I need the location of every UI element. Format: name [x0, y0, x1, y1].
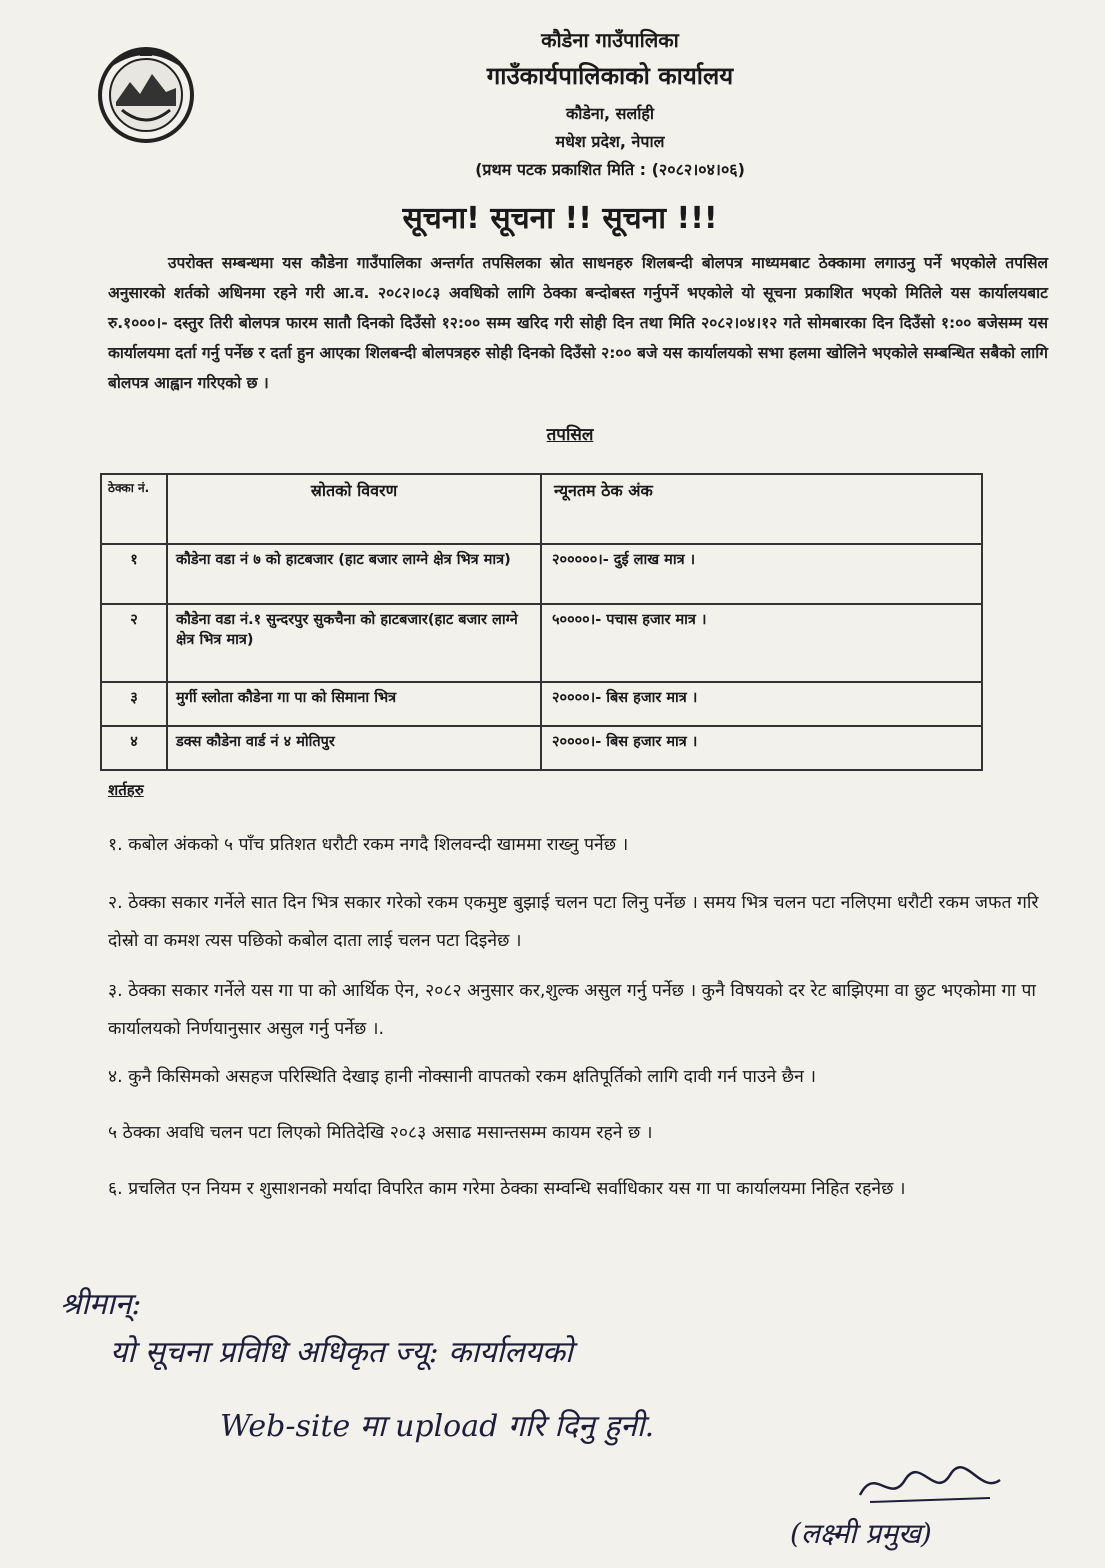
table-row — [101, 726, 982, 770]
handwritten-designation: (लक्ष्मी प्रमुख) — [790, 1517, 932, 1550]
condition-item: ३. ठेक्का सकार गर्नेले यस गा पा को आर्थिक ऐन, २०८२ अनुसार कर,शुल्क असुल गर्नु पर्नेछ । कुनै विषयको दर रेट बाझिएमा वा छुट भएकोमा गा पा कार्यालयको निर्णयानुसार असुल गर्नु पर्नेछ ।. — [108, 981, 1036, 1039]
header-min-amount: न्यूनतम ठेक अंक — [541, 474, 982, 544]
condition-item: १. कबोल अंकको ५ पाँच प्रतिशत धरौटी रकम नगदै शिलवन्दी खाममा राख्नु पर्नेछ । — [108, 835, 629, 855]
row-desc: मुर्गी स्लोता कौडेना गा पा को सिमाना भित्र — [167, 682, 541, 726]
intro-paragraph: उपरोक्त सम्बन्धमा यस कौडेना गाउँपालिका अन्तर्गत तपसिलका स्रोत साधनहरु शिलबन्दी बोलपत्र माध्यमबाट ठेक्कामा लगाउनु पर्ने भएकोले तपसिल अनुसारको शर्तको अधिनमा रहने गरी आ.व. २०८२।०८३ अवधिको लागि ठेक्का बन्दोबस्त गर्नुपर्ने भएकोले यो सूचना प्रकाशित भएको मितिले यस कार्यालयबाट रु.१०००।- दस्तुर तिरी बोलपत्र फारम सातौ दिनको दिउँसो १२:०० सम्म खरिद गरी सोही दिन तथा मिति २०८२।०४।१२ गते सोमबारका दिन दिउँसो १:०० बजेसम्म यस कार्यालयमा दर्ता गर्नु पर्नेछ र दर्ता हुन आएका शिलबन्दी बोलपत्रहरु सोही दिनको दिउँसो २:०० बजे यस कार्यालयको सभा हलमा खोलिने भएकोले सम्बन्धित सबैको लागि बोलपत्र आह्वान गरिएको छ । — [108, 254, 1048, 392]
row-desc: कौडेना वडा नं.१ सुन्दरपुर सुकचैना को हाटबजार(हाट बजार लाग्ने क्षेत्र भित्र मात्र) — [167, 604, 541, 682]
row-min: २०००००।- दुई लाख मात्र । — [541, 544, 982, 604]
row-min: २००००।- बिस हजार मात्र । — [541, 726, 982, 770]
province-country: मधेश प्रदेश, नेपाल — [555, 132, 665, 151]
row-sn: ३ — [101, 682, 167, 726]
handwritten-upload-note: Web-site मा upload गरि दिनु हुनी. — [220, 1409, 655, 1444]
handwritten-salutation: श्रीमान्: — [60, 1287, 142, 1322]
table-row — [101, 604, 982, 682]
source-table — [100, 473, 983, 771]
table-header-row — [101, 474, 982, 544]
table-row — [101, 682, 982, 726]
schedule-label: तपसिल — [546, 425, 594, 445]
municipality-name: कौडेना गाउँपालिका — [541, 28, 679, 52]
row-desc: डक्स कौडेना वार्ड नं ४ मोतिपुर — [167, 726, 541, 770]
conditions-title: शर्तहरु — [108, 781, 144, 799]
header-source-desc: स्रोतको विवरण — [167, 474, 541, 544]
row-sn: २ — [101, 604, 167, 682]
table-row — [101, 544, 982, 604]
condition-item: २. ठेक्का सकार गर्नेले सात दिन भित्र सकार गरेको रकम एकमुष्ट बुझाई चलन पटा लिनु पर्नेछ । समय भित्र चलन पटा नलिएमा धरौटी रकम जफत गरि दोस्रो वा कमश त्यस पछिको कबोल दाता लाई चलन पटा दिइनेछ । — [108, 893, 1039, 951]
handwritten-instruction: यो सूचना प्रविधि अधिकृत ज्यू: कार्यालयको — [110, 1335, 573, 1370]
office-header — [360, 22, 860, 180]
signature — [850, 1460, 1010, 1510]
header-contract-no: ठेक्का नं. — [101, 474, 167, 544]
condition-item: ४. कुनै किसिमको असहज परिस्थिति देखाइ हानी नोक्सानी वापतको रकम क्षतिपूर्तिको लागि दावी गर्न पाउने छैन । — [108, 1067, 816, 1087]
row-sn: ४ — [101, 726, 167, 770]
office-name: गाउँकार्यपालिकाको कार्यालय — [486, 62, 734, 90]
row-min: २००००।- बिस हजार मात्र । — [541, 682, 982, 726]
condition-item: ६. प्रचलित एन नियम र शुसाशनको मर्यादा विपरित काम गरेमा ठेक्का सम्वन्धि सर्वाधिकार यस गा पा कार्यालयमा निहित रहनेछ । — [108, 1179, 906, 1199]
row-desc: कौडेना वडा नं ७ को हाटबजार (हाट बजार लाग्ने क्षेत्र भित्र मात्र) — [167, 544, 541, 604]
municipality-emblem-icon — [96, 40, 196, 150]
row-sn: १ — [101, 544, 167, 604]
notice-title: सूचना! सूचना !! सूचना !!! — [402, 201, 718, 236]
condition-item: ५ ठेक्का अवधि चलन पटा लिएको मितिदेखि २०८३ असाढ मसान्तसम्म कायम रहने छ । — [108, 1123, 653, 1143]
office-location: कौडेना, सर्लाही — [565, 104, 655, 123]
row-min: ५००००।- पचास हजार मात्र । — [541, 604, 982, 682]
publication-date: (प्रथम पटक प्रकाशित मिति : (२०८२।०४।०६) — [475, 160, 745, 179]
